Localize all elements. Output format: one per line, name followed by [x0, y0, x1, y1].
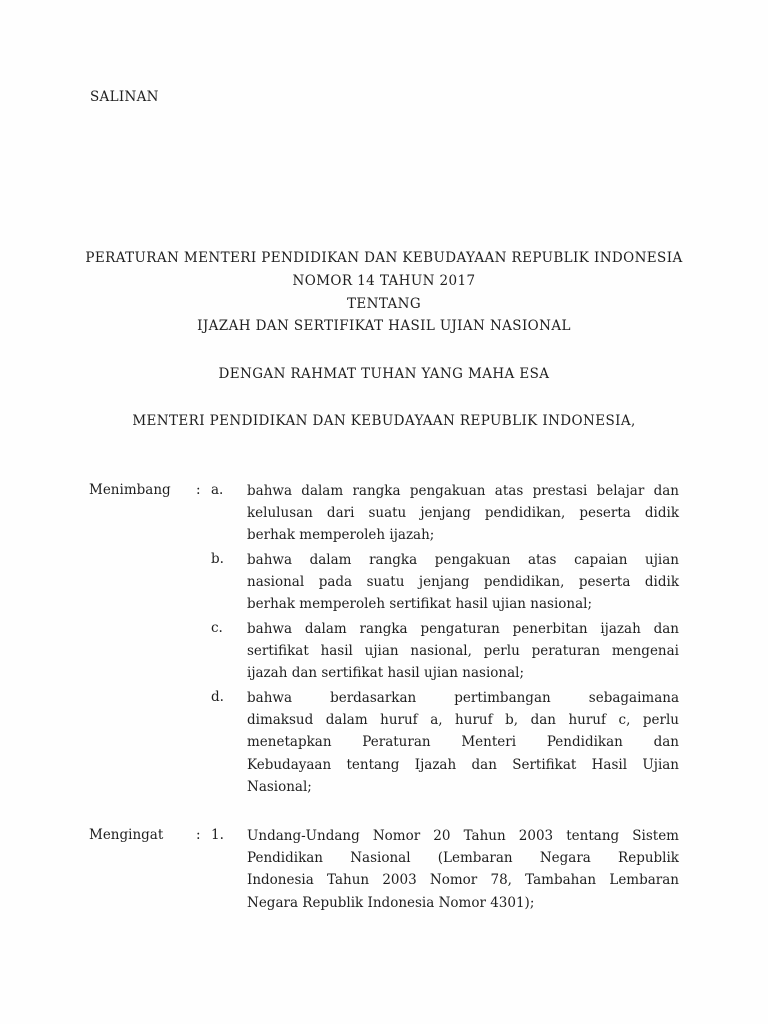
text-line: sertifikat hasil ujian nasional, perlu peraturan mengenai: [247, 643, 679, 660]
text-line: berhak memperoleh sertifikat hasil ujian nasional;: [247, 596, 593, 613]
menimbang-item-text: [247, 618, 679, 685]
minister-line: MENTERI PENDIDIKAN DAN KEBUDAYAAN REPUBLIK INDONESIA,: [132, 413, 636, 429]
text-line: nasional pada suatu jenjang pendidikan, peserta didik: [247, 574, 679, 591]
regulation-tentang: TENTANG: [346, 296, 422, 312]
menimbang-item-marker: c.: [211, 620, 223, 636]
text-line: bahwa dalam rangka pengakuan atas prestasi belajar dan: [247, 483, 679, 499]
text-line: dimaksud dalam huruf a, huruf b, dan huruf c, perlu: [247, 712, 679, 729]
mengingat-item-marker: 1.: [211, 827, 224, 843]
menimbang-label: Menimbang: [89, 482, 171, 498]
text-line: bahwa dalam rangka pengakuan atas capaian ujian: [247, 552, 679, 568]
regulation-subject: IJAZAH DAN SERTIFIKAT HASIL UJIAN NASIONAL: [197, 318, 571, 334]
menimbang-item-marker: b.: [211, 551, 224, 567]
menimbang-item-marker: a.: [211, 482, 224, 498]
menimbang-item-text: [247, 480, 679, 547]
text-line: Indonesia Tahun 2003 Nomor 78, Tambahan Lembaran: [247, 872, 679, 889]
text-line: Kebudayaan tentang Ijazah dan Sertifikat Hasil Ujian: [247, 756, 679, 773]
menimbang-item-text: [247, 687, 679, 798]
menimbang-colon: :: [196, 482, 201, 498]
text-line: Negara Republik Indonesia Nomor 4301);: [247, 894, 535, 911]
mengingat-colon: :: [196, 827, 201, 843]
regulation-number: NOMOR 14 TAHUN 2017: [292, 273, 476, 289]
text-line: Undang-Undang Nomor 20 Tahun 2003 tentang Sistem: [247, 828, 679, 844]
salinan-label: SALINAN: [90, 89, 159, 105]
text-line: bahwa berdasarkan pertimbangan sebagaimana: [247, 690, 679, 706]
text-line: bahwa dalam rangka pengaturan penerbitan ijazah dan: [247, 621, 679, 637]
regulation-title: PERATURAN MENTERI PENDIDIKAN DAN KEBUDAYAAN REPUBLIK INDONESIA: [85, 250, 683, 266]
mengingat-item-text: [247, 825, 679, 914]
blessing-line: DENGAN RAHMAT TUHAN YANG MAHA ESA: [218, 366, 550, 382]
text-line: Pendidikan Nasional (Lembaran Negara Republik: [247, 850, 679, 867]
text-line: kelulusan dari suatu jenjang pendidikan, peserta didik: [247, 505, 679, 522]
text-line: Nasional;: [247, 778, 312, 795]
text-line: berhak memperoleh ijazah;: [247, 527, 435, 544]
menimbang-item-text: [247, 549, 679, 616]
menimbang-item-marker: d.: [211, 689, 224, 705]
mengingat-label: Mengingat: [89, 827, 164, 843]
text-line: ijazah dan sertifikat hasil ujian nasional;: [247, 665, 524, 682]
text-line: menetapkan Peraturan Menteri Pendidikan dan: [247, 734, 679, 751]
